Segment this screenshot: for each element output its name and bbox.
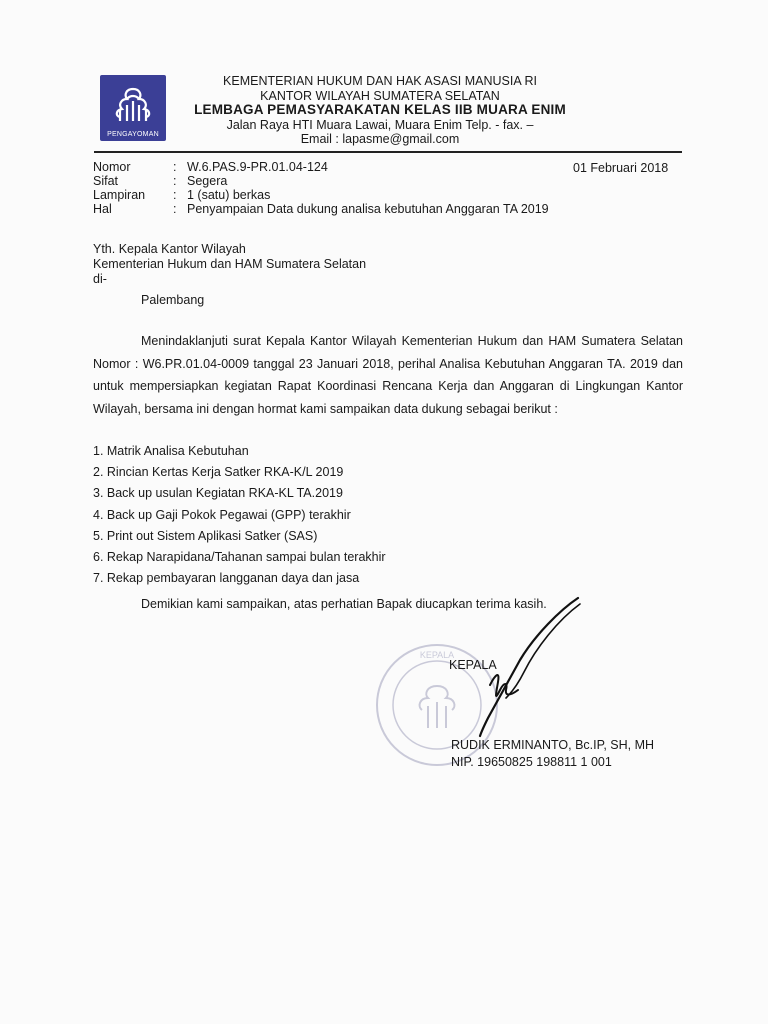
signer-block — [451, 737, 654, 771]
list-item: 5. Print out Sistem Aplikasi Satker (SAS) — [93, 528, 318, 543]
pengayoman-logo — [100, 75, 166, 141]
attachment-list — [93, 441, 386, 589]
regional-office: KANTOR WILAYAH SUMATERA SELATAN — [260, 88, 500, 103]
stamp-label: KEPALA — [419, 650, 455, 660]
addressee-city: Palembang — [141, 293, 205, 307]
meta-colon: : — [173, 160, 177, 174]
meta-label: Sifat — [93, 174, 119, 188]
meta-value: 1 (satu) berkas — [187, 188, 271, 202]
list-item: 2. Rincian Kertas Kerja Satker RKA-K/L 2019 — [93, 465, 344, 480]
list-item: 4. Back up Gaji Pokok Pegawai (GPP) terakhir — [93, 507, 351, 522]
ministry-name: KEMENTERIAN HUKUM DAN HAK ASASI MANUSIA RI — [223, 74, 537, 88]
signer-nip: NIP. 19650825 198811 1 001 — [451, 755, 612, 769]
meta-value: Penyampaian Data dukung analisa kebutuhan Anggaran TA 2019 — [187, 202, 549, 216]
addressee-line: Yth. Kepala Kantor Wilayah — [93, 242, 246, 256]
meta-colon: : — [173, 188, 177, 202]
addressee-line: di- — [93, 272, 107, 286]
meta-label: Lampiran — [93, 188, 146, 202]
letter-meta — [93, 160, 549, 216]
list-item: 1. Matrik Analisa Kebutuhan — [93, 444, 249, 458]
letterhead-divider — [94, 151, 682, 153]
signer-title: KEPALA — [449, 658, 497, 672]
meta-value: W.6.PAS.9-PR.01.04-124 — [187, 160, 328, 174]
meta-row-sifat — [93, 174, 549, 188]
meta-colon: : — [173, 174, 177, 188]
signer-name: RUDIK ERMINANTO, Bc.IP, SH, MH — [451, 738, 655, 752]
institution-name: LEMBAGA PEMASYARAKATAN KELAS IIB MUARA ENIM — [194, 102, 566, 117]
body-paragraph: Menindaklanjuti surat Kepala Kantor Wilayah Kementerian Hukum dan HAM Sumatera Selatan Nomor : W6.PR.01.04-0009 tanggal 23 Januari 2018, perihal Analisa Kebutuhan Anggaran TA. 2019 dan untuk mempersiapkan kegiatan Rapat Koordinasi Rencana Kerja dan Anggaran di Lingkungan Kantor Wilayah, bersama ini dengan hormat kami sampaikan data dukung sebagai berikut : — [93, 334, 683, 416]
meta-row-lampiran — [93, 188, 549, 202]
meta-label: Hal — [93, 202, 112, 216]
addressee-line: Kementerian Hukum dan HAM Sumatera Selatan — [93, 257, 367, 271]
closing-sentence: Demikian kami sampaikan, atas perhatian Bapak diucapkan terima kasih. — [141, 597, 547, 611]
letter-date: 01 Februari 2018 — [573, 161, 669, 175]
meta-row-hal — [93, 202, 549, 216]
meta-colon: : — [173, 202, 177, 216]
meta-label: Nomor — [93, 160, 131, 174]
letterhead — [170, 74, 590, 147]
meta-value: Segera — [187, 174, 228, 188]
addressee — [93, 242, 366, 308]
handwritten-signature — [440, 590, 590, 750]
list-item: 7. Rekap pembayaran langganan daya dan jasa — [93, 571, 360, 586]
logo-label: PENGAYOMAN — [107, 131, 159, 138]
banyan-tree-icon — [108, 79, 158, 125]
email-line: Email : lapasme@gmail.com — [300, 132, 460, 146]
meta-row-nomor — [93, 160, 549, 174]
list-item: 3. Back up usulan Kegiatan RKA-KL TA.2019 — [93, 486, 343, 501]
list-item: 6. Rekap Narapidana/Tahanan sampai bulan terakhir — [93, 549, 386, 564]
address-line: Jalan Raya HTI Muara Lawai, Muara Enim Telp. - fax. – — [226, 117, 534, 132]
